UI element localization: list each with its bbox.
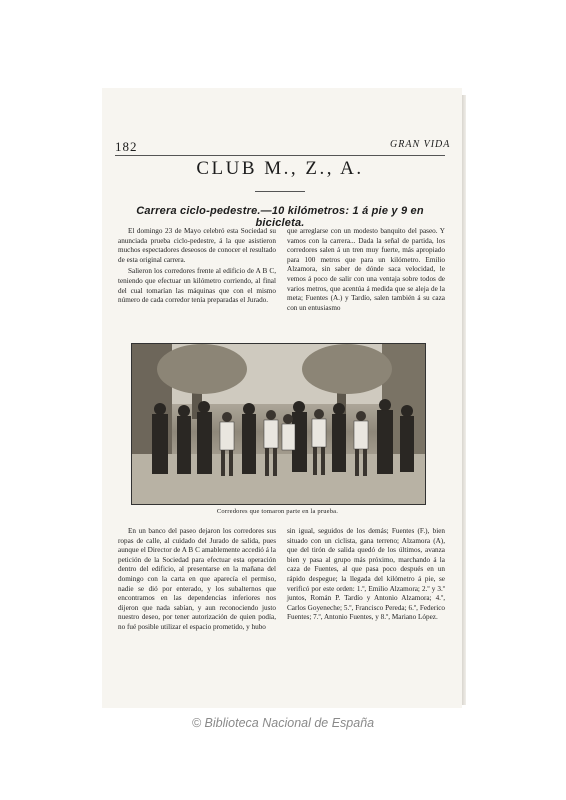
paragraph: que arreglarse con un modesto banquito del paseo. Y vamos con la carrera... Dada la señal de partida, los corredores salen á un tren muy fuerte, más apropiado para 100 metros que para un kilómetro. Emilio Alzamora, sin saber de dónde saca velocidad, le vemos á poco de salir con una ventaja sobre todos de varios metros, que acentúa á medida que se aleja de la meta; Fuentes (A.) y Tardío, salen también á su caza con un entusiasmo: [287, 227, 445, 312]
photo-illustration: [132, 344, 425, 504]
header-rule: [115, 155, 445, 156]
title-rule: [255, 191, 305, 192]
paragraph: En un banco del paseo dejaron los corredores sus ropas de calle, al cuidado del Jurado de salida, pues aunque el Director de A B C amablemente accedió á la petición de la Sociedad para efectuar esta operación dentro del edificio, al presentarse en la mañana del domingo con la carta en que aparecía el permiso, nadie se dió por enterado, y los subalternos que encontramos en las dependencias inferiores nos dijeron que nada sabían, y aun reconociendo justo nuestro deseo, por tener autorización de quien podía, no fué posible utilizar el espacio prometido, y hubo: [118, 527, 276, 631]
page-number: 182: [115, 139, 138, 154]
paragraph: sin igual, seguidos de los demás; Fuentes (F.), bien situado con un ciclista, gana terreno; Alzamora (A), que del tirón de salida quedó de los últimos, avanza bien y pasa al grupo más próximo, marchando á la caza de Fuentes, al que pasa poco después en un rápido despegue; la llegada del kilómetro á pie, se verificó por este orden: 1.º, Emilio Alzamora; 2.º y 3.º juntos, Román P. Tardío y Antonio Alzamora; 4.º, Carlos Goyeneche; 5.º, Francisco Pereda; 6.º, Federico Fuentes; 7.º, Antonio Fuentes, y 8.º, Mariano López.: [287, 527, 445, 622]
text-column-3: [118, 527, 276, 635]
text-column-2: [287, 227, 445, 315]
running-head: GRAN VIDA: [390, 139, 451, 150]
race-photograph: [131, 343, 426, 505]
text-column-1: [118, 227, 276, 308]
paragraph: El domingo 23 de Mayo celebró esta Sociedad su anunciada prueba ciclo-pedestre, á la que asistieron muchos espectadores deseosos de conocer el resultado de esta original carrera.: [118, 227, 276, 264]
text-column-4: [287, 527, 445, 625]
paragraph: Salieron los corredores frente al edificio de A B C, teniendo que efectuar un kilómetro corriendo, al final del cual tomarían las máquinas que con el mismo número de cada corredor tenía preparadas el Jurado.: [118, 267, 276, 305]
article-title: CLUB M., Z., A.: [196, 158, 364, 179]
library-watermark: © Biblioteca Nacional de España: [191, 716, 375, 730]
photo-caption: Corredores que tomaron parte en la prueba.: [216, 508, 339, 515]
article-subtitle: Carrera ciclo-pedestre.—10 kilómetros: 1 á pie y 9 en bicicleta.: [136, 205, 424, 229]
page-edge: [462, 95, 466, 705]
